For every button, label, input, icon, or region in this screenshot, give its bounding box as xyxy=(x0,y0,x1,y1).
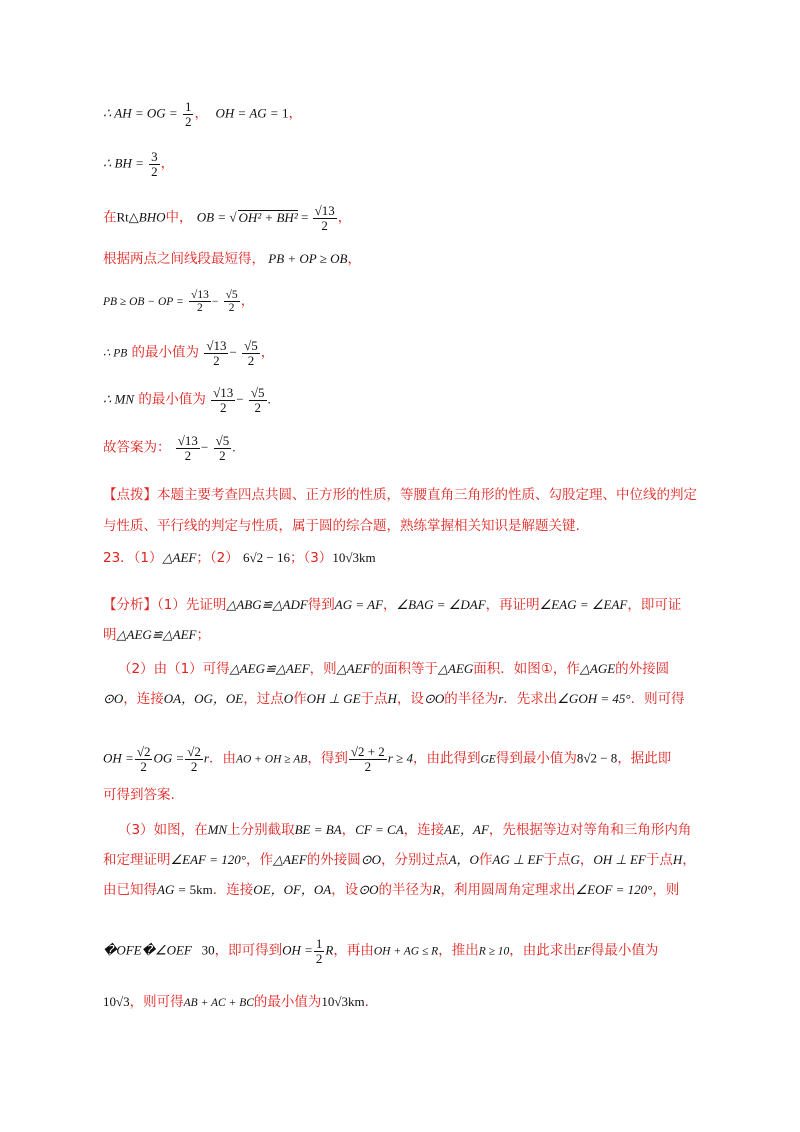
fenxi-line-1: 【分析】（1）先证明△ABG≌△ADF得到AG = AF，∠BAG = ∠DAF，再证明∠EAG = ∠EAF，即可证 xyxy=(103,597,682,613)
line-ah-og: ∴ AH = OG = $\frac{1}{2}$ ， OH = AG = 1， xyxy=(103,99,302,129)
fenxi-line-11: 10√3，则可得AB + AC + BC的最小值为10√3km. xyxy=(103,994,369,1010)
line-pb-ineq: PB ≥ OB − OP = $\frac{√13}{2}$ − $\frac{√5}{2}$ ， xyxy=(103,289,255,315)
dianbo-line-2: 与性质、平行线的判定与性质，属于圆的综合题，熟练掌握相关知识是解题关键. xyxy=(103,518,580,534)
fenxi-line-4: ⊙O，连接OA，OG，OE，过点O作OH ⊥ GE于点H，设⊙O的半径为r．先求出∠GOH = 45°．则可得 xyxy=(103,691,685,707)
fenxi-line-2: 明△AEG≌△AEF； xyxy=(103,627,210,643)
q23-answers: 23．（1）△AEF；（2） 6√2 − 16；（3）10√3km xyxy=(103,550,376,566)
fenxi-line-7: （3）如图，在MN上分别截取BE = BA，CF = CA，连接AE，AF，先根据等边对等角和三角形内角 xyxy=(118,822,692,838)
fenxi-line-3: （2）由（1）可得△AEG≌△AEF，则△AEF的面积等于△AEG面积．如图①，作△AGE的外接圆 xyxy=(118,661,670,677)
line-answer: 故答案为： $\frac{√13}{2}$ − $\frac{√5}{2}$ . xyxy=(103,433,236,463)
fenxi-line-8: 和定理证明∠EAF = 120°，作△AEF的外接圆⊙O，分别过点A，O作AG ⊥ EF于点G，OH ⊥ EF于点H， xyxy=(103,852,696,868)
fenxi-line-5: OH = $\frac{√2}{2}$ OG = $\frac{√2}{2}$ r．由AO + OH ≥ AB，得到 $\frac{√2 + 2}{2}$ r ≥ 4，由此得到GE得到最小值为8√2 − 8，据此即 xyxy=(103,744,672,774)
fenxi-line-6: 可得到答案. xyxy=(103,787,175,803)
line-ob: 在Rt△BHO中， OB = √ OH² + BH² = $\frac{√13}{2}$ ， xyxy=(103,203,352,233)
fenxi-line-10: �OFE�∠OEF 30，即可得到OH = $\frac{1}{2}$ R，再由OH + AG ≤ R，推出R ≥ 10，由此求出EF得最小值为 xyxy=(103,936,659,966)
line-shortest: 根据两点之间线段最短得， PB + OP ≥ OB， xyxy=(103,251,361,267)
dianbo-line-1: 【点拨】本题主要考查四点共圆、正方形的性质，等腰直角三角形的性质、勾股定理、中位线的判定 xyxy=(103,487,697,503)
fenxi-line-9: 由已知得AG = 5km．连接OE，OF，OA，设⊙O的半径为R，利用圆周角定理求出∠EOF = 120°，则 xyxy=(103,882,680,898)
line-pb-min: ∴ PB 的最小值为 $\frac{√13}{2}$ − $\frac{√5}{2}$ ， xyxy=(103,338,275,368)
line-bh: ∴ BH = $\frac{3}{2}$ ， xyxy=(103,149,175,179)
line-mn-min: ∴ MN 的最小值为 $\frac{√13}{2}$ − $\frac{√5}{2}$ . xyxy=(103,385,271,415)
